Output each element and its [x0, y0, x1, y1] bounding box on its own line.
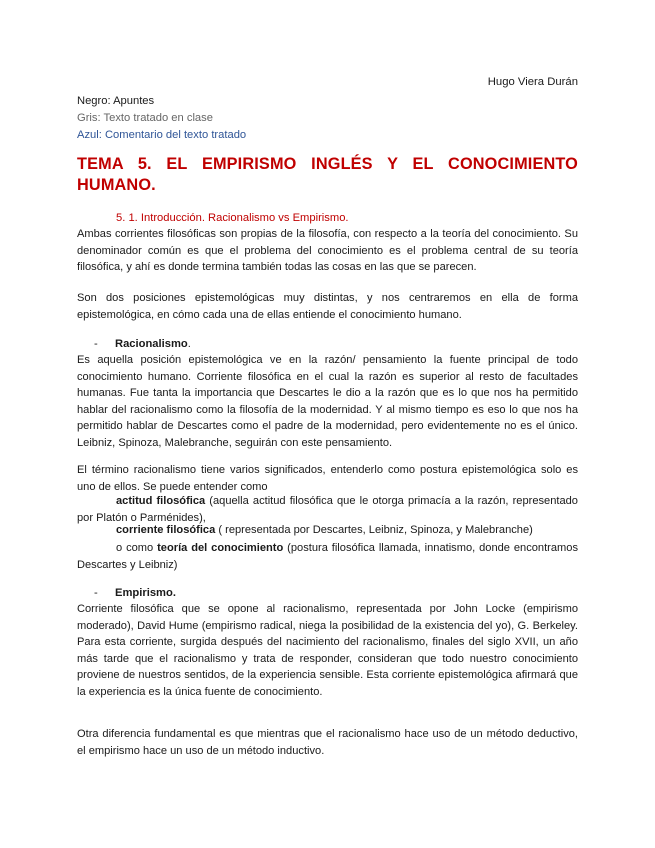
document-title: TEMA 5. EL EMPIRISMO INGLÉS Y EL CONOCIMIENTO HUMANO. — [77, 155, 578, 194]
bullet-dash: - — [94, 587, 98, 599]
conclusion-paragraph: Otra diferencia fundamental es que mientras que el racionalismo hace uso de un método deductivo, el empirismo hace un uso de un método inductivo. — [77, 728, 578, 757]
meanings-intro: El término racionalismo tiene varios significados, entenderlo como postura epistemológica solo es uno de ellos. Se puede entender como — [77, 464, 578, 493]
legend-black: Negro: Apuntes — [77, 95, 155, 107]
color-legend — [77, 93, 246, 143]
author-name: Hugo Viera Durán — [487, 76, 578, 88]
bullet-dash: - — [94, 338, 98, 350]
meaning-item-2-term: corriente filosófica — [116, 524, 216, 536]
meaning-item-3-text: (postura filosófica llamada, innatismo, donde encontramos Descartes y Leibniz) — [77, 542, 578, 571]
meaning-item-3-term: teoría del conocimiento — [157, 542, 284, 554]
empiricism-heading-text: Empirismo. — [115, 587, 176, 599]
section-subtitle: 5. 1. Introducción. Racionalismo vs Empirismo. — [116, 212, 349, 224]
rationalism-paragraph: Es aquella posición epistemológica ve en la razón/ pensamiento la fuente principal de todo conocimiento humano. Corriente filosófica en el cual la razón es superior al resto de facultades humanas. Fue tanta la importancia que Descartes le dio a la razón que es lo que nos ha permitido hablar del racionalismo como la filosofía de la modernidad. Y al mismo tiempo es eso lo que nos ha permitido hablar de Descartes como el padre de la modernidad, pero evidentemente no es el único. Leibniz, Spinoza, Malebranche, seguirán con este pensamiento. — [77, 354, 578, 449]
meaning-item-3-prefix: o como — [116, 542, 158, 554]
meaning-item-1 — [77, 493, 578, 526]
meaning-item-2 — [116, 524, 533, 536]
rationalism-heading — [94, 338, 191, 350]
intro-paragraph-1: Ambas corrientes filosóficas son propias de la filosofía, con respecto a la teoría del conocimiento. Su denominador común es que el problema del conocimiento es el problema central de su teoría filosófica, y ahí es donde termina también todas las cosas en las que se parecen. — [77, 228, 578, 274]
intro-paragraph-2: Son dos posiciones epistemológicas muy distintas, y nos centraremos en ella de forma epistemológica, en cómo cada una de ellas entiende el conocimiento humano. — [77, 292, 578, 321]
legend-blue: Azul: Comentario del texto tratado — [77, 128, 247, 141]
meaning-item-2-text: ( representada por Descartes, Leibniz, Spinoza, y Malebranche) — [215, 524, 533, 536]
legend-gray: Gris: Texto tratado en clase — [77, 111, 213, 124]
empiricism-heading — [94, 587, 176, 599]
meaning-item-1-text: (aquella actitud filosófica que le otorga primacía a la razón, representado por Platón o Parménides), — [77, 495, 578, 524]
meaning-item-3 — [77, 540, 578, 573]
meaning-item-1-term: actitud filosófica — [116, 495, 206, 507]
empiricism-paragraph: Corriente filosófica que se opone al racionalismo, representada por John Locke (empirismo moderado), David Hume (empirismo radical, niega la posibilidad de la existencia del yo), G. Berkeley. Para esta corriente, surgida después del nacimiento del racionalismo, finales del siglo XVII, un año más tarde que el racionalismo y trata de responder, consideran que todo nuestro conocimiento proviene de nuestros sentidos, de la experiencia sensible. Esta corriente epistemológica afirmará que la experiencia es la única fuente de conocimiento. — [77, 603, 578, 698]
rationalism-heading-suffix: . — [187, 338, 191, 350]
rationalism-heading-text: Racionalismo — [115, 338, 188, 350]
